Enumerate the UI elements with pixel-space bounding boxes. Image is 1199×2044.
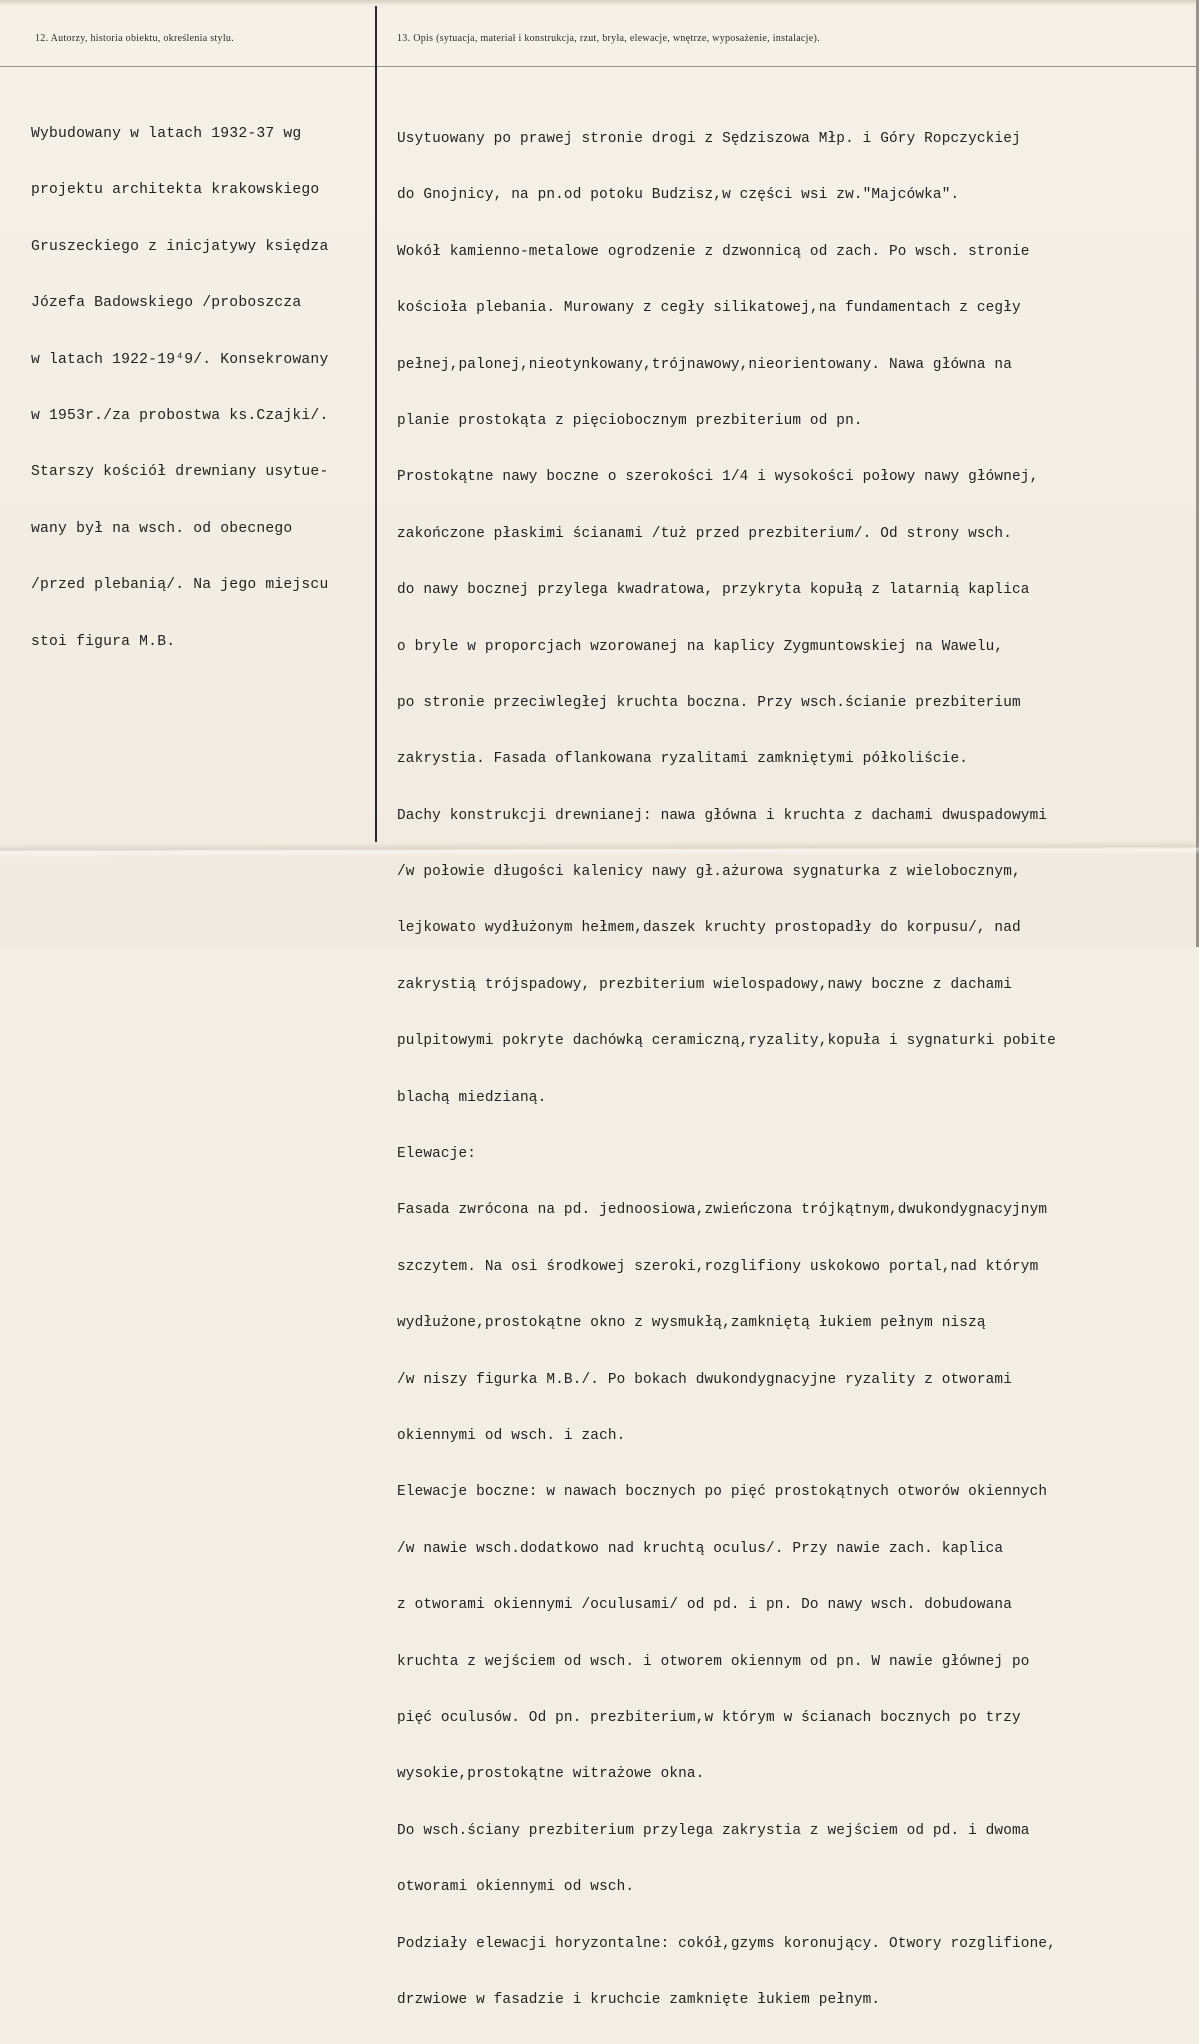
text-line: kruchta z wejściem od wsch. i otworem okiennym od pn. W nawie głównej po: [397, 1653, 1030, 1670]
history-text: [31, 90, 328, 686]
text-line: Fasada zwrócona na pd. jednoosiowa,zwieńczona trójkątnym,dwukondygnacyjnym: [397, 1202, 1048, 1219]
text-line: wany był na wsch. od obecnego: [31, 520, 293, 537]
text-line: /w połowie długości kalenicy nawy gł.ażurowa sygnaturka z wielobocznym,: [397, 864, 1021, 881]
text-line: Usytuowany po prawej stronie drogi z Sędziszowa Młp. i Góry Ropczyckiej: [397, 131, 1021, 147]
text-line: do Gnojnicy, na pn.od potoku Budzisz,w części wsi zw."Majcówka".: [397, 187, 960, 204]
text-line: z otworami okiennymi /oculusami/ od pd. i pn. Do nawy wsch. dobudowana: [397, 1597, 1013, 1614]
text-line: okiennymi od wsch. i zach.: [397, 1427, 626, 1444]
text-line: blachą miedzianą.: [397, 1089, 547, 1106]
text-line: pełnej,palonej,nieotynkowany,trójnawowy,nieorientowany. Nawa główna na: [397, 356, 1013, 373]
text-line: pięć oculusów. Od pn. prezbiterium,w którym w ścianach bocznych po trzy: [397, 1709, 1021, 1726]
text-line: Dachy konstrukcji drewnianej: nawa główna i kruchta z dachami dwuspadowymi: [397, 807, 1048, 824]
text-line: zakrystią trójspadowy, prezbiterium wielospadowy,nawy boczne z dachami: [397, 976, 1013, 993]
text-line: Podziały elewacji horyzontalne: cokół,gzyms koronujący. Otwory rozglifione,: [397, 1935, 1056, 1952]
text-line: /przed plebanią/. Na jego miejscu: [31, 577, 329, 594]
text-line: Wybudowany w latach 1932-37 wg: [31, 126, 302, 142]
text-line: Elewacje:: [397, 1146, 477, 1163]
text-line: lejkowato wydłużonym hełmem,daszek kruchty prostopadły do korpusu/, nad: [397, 920, 1021, 937]
header-rule: [0, 66, 1199, 67]
text-line: stoi figura M.B.: [31, 633, 176, 650]
text-line: w 1953r./za probostwa ks.Czajki/.: [31, 407, 329, 424]
column-divider: [375, 6, 377, 842]
text-line: po stronie przeciwległej kruchta boczna. Przy wsch.ścianie prezbiterium: [397, 694, 1021, 711]
text-line: Elewacje boczne: w nawach bocznych po pięć prostokątnych otworów okiennych: [397, 1484, 1048, 1501]
text-line: szczytem. Na osi środkowej szeroki,rozglifiony uskokowo portal,nad którym: [397, 1258, 1039, 1275]
text-line: zakrystia. Fasada oflankowana ryzalitami zamkniętymi półkoliście.: [397, 751, 969, 768]
text-line: zakończone płaskimi ścianami /tuż przed prezbiterium/. Od strony wsch.: [397, 525, 1013, 542]
text-line: /w nawie wsch.dodatkowo nad kruchtą oculus/. Przy nawie zach. kaplica: [397, 1540, 1004, 1557]
text-line: Józefa Badowskiego /proboszcza: [31, 295, 302, 312]
text-line: Starszy kościół drewniany usytue-: [31, 464, 329, 481]
text-line: planie prostokąta z pięciobocznym prezbiterium od pn.: [397, 412, 863, 429]
text-line: Wokół kamienno-metalowe ogrodzenie z dzwonnicą od zach. Po wsch. stronie: [397, 243, 1030, 260]
text-line: do nawy bocznej przylega kwadratowa, przykryta kopułą z latarnią kaplica: [397, 582, 1030, 599]
top-edge: [0, 0, 1199, 6]
text-line: projektu architekta krakowskiego: [31, 182, 320, 199]
text-line: /w niszy figurka M.B./. Po bokach dwukondygnacyjne ryzality z otworami: [397, 1371, 1013, 1388]
section-13-heading: 13. Opis (sytuacja, materiał i konstrukcja, rzut, bryła, elewacje, wnętrze, wyposażenie, instalacje).: [397, 33, 820, 44]
text-line: otworami okiennymi od wsch.: [397, 1879, 635, 1896]
description-text: [397, 95, 1056, 2044]
text-line: o bryle w proporcjach wzorowanej na kaplicy Zygmuntowskiej na Wawelu,: [397, 638, 1004, 655]
text-line: wysokie,prostokątne witrażowe okna.: [397, 1766, 705, 1783]
text-line: pulpitowymi pokryte dachówką ceramiczną,ryzality,kopuła i sygnaturki pobite: [397, 1033, 1056, 1050]
text-line: wydłużone,prostokątne okno z wysmukłą,zamkniętą łukiem pełnym niszą: [397, 1315, 986, 1332]
section-12-heading: 12. Autorzy, historia obiektu, określenia stylu.: [35, 33, 234, 44]
text-line: Prostokątne nawy boczne o szerokości 1/4 i wysokości połowy nawy głównej,: [397, 469, 1039, 486]
text-line: drzwiowe w fasadzie i kruchcie zamknięte łukiem pełnym.: [397, 1991, 881, 2008]
text-line: kościoła plebania. Murowany z cegły silikatowej,na fundamentach z cegły: [397, 300, 1021, 317]
text-line: Gruszeckiego z inicjatywy księdza: [31, 238, 329, 255]
text-line: Do wsch.ściany prezbiterium przylega zakrystia z wejściem od pd. i dwoma: [397, 1822, 1030, 1839]
text-line: w latach 1922-19⁴9/. Konsekrowany: [31, 351, 329, 368]
